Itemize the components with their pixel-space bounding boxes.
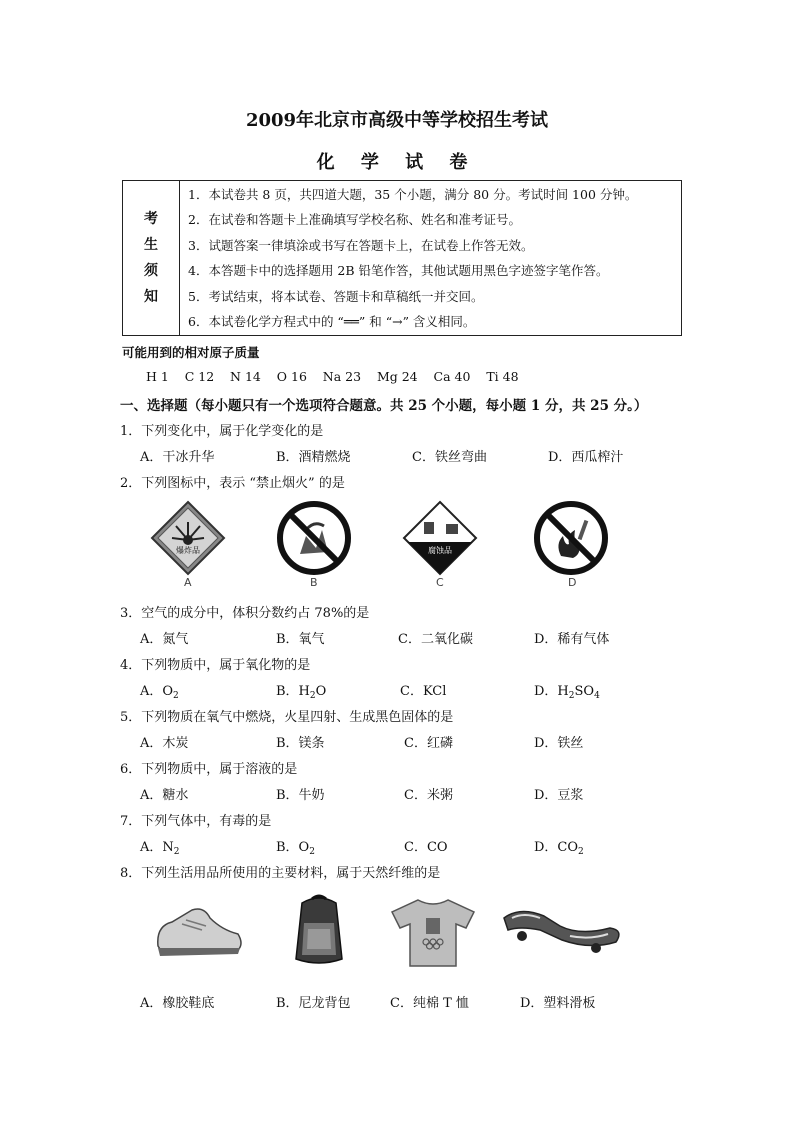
notice-label-char: 考 <box>144 211 158 227</box>
icon-caption: C <box>436 576 444 589</box>
notice-item: 5．考试结束，将本试卷、答题卡和草稿纸一并交回。 <box>188 288 484 304</box>
candidate-notice-table <box>122 180 682 336</box>
question-4-stem: 4．下列物质中，属于氧化物的是 <box>120 658 311 673</box>
section-1-heading: 一、选择题（每小题只有一个选项符合题意。共 25 个小题，每小题 1 分，共 25 分。） <box>120 398 648 414</box>
option-a: A．氮气 <box>140 632 189 647</box>
option-a: A．$N_2$ <box>140 840 180 857</box>
notice-item: 1．本试卷共 8 页，共四道大题，35 个小题，满分 80 分。考试时间 100 分钟。 <box>188 186 638 202</box>
option-d: D．塑料滑板 <box>520 996 596 1011</box>
no-fireworks-sign-icon <box>533 500 609 576</box>
option-d: D．$H_2SO_4$ <box>534 684 600 701</box>
explosive-sign-icon <box>150 500 226 576</box>
option-c: C．米粥 <box>404 788 453 803</box>
option-b: B．$H_2O$ <box>276 684 327 701</box>
question-1-stem: 1．下列变化中，属于化学变化的是 <box>120 424 324 439</box>
option-d: D．稀有气体 <box>534 632 610 647</box>
plastic-skateboard-image <box>500 902 626 958</box>
question-5-stem: 5．下列物质在氧气中燃烧，火星四射、生成黑色固体的是 <box>120 710 454 725</box>
notice-label-char: 须 <box>144 263 158 279</box>
option-d: D．铁丝 <box>534 736 584 751</box>
option-b: B．$O_2$ <box>276 840 315 857</box>
notice-item: 3．试题答案一律填涂或书写在答题卡上，在试卷上作答无效。 <box>188 237 534 253</box>
question-7-stem: 7．下列气体中，有毒的是 <box>120 814 272 829</box>
option-d: D．豆浆 <box>534 788 584 803</box>
atomic-mass-heading: 可能用到的相对原子质量 <box>122 345 260 360</box>
option-c: C．铁丝弯曲 <box>412 450 487 465</box>
option-c: C．二氧化碳 <box>398 632 473 647</box>
question-2-stem: 2．下列图标中，表示 “禁止烟火” 的是 <box>120 476 345 491</box>
option-c: C．CO <box>404 840 448 855</box>
notice-item: 2．在试卷和答题卡上准确填写学校名称、姓名和准考证号。 <box>188 212 521 227</box>
option-c: C．纯棉 T 恤 <box>390 996 469 1011</box>
option-a: A．木炭 <box>140 736 189 751</box>
icon-caption: B <box>310 576 318 589</box>
explosive-sign-label: 爆炸品 <box>176 546 200 555</box>
option-b: B．尼龙背包 <box>276 996 351 1011</box>
option-b: B．氧气 <box>276 632 325 647</box>
icon-caption: A <box>184 576 192 589</box>
question-6-stem: 6．下列物质中，属于溶液的是 <box>120 762 298 777</box>
icon-caption: D <box>568 576 577 589</box>
option-a: A．干冰升华 <box>140 450 215 465</box>
notice-label-char: 生 <box>144 237 158 253</box>
notice-item: 4．本答题卡中的选择题用 2B 铅笔作答，其他试题用黑色字迹签字笔作答。 <box>188 263 609 278</box>
notice-label <box>123 181 180 336</box>
page-title: 2009年北京市高级中等学校招生考试 <box>245 110 549 131</box>
option-b: B．牛奶 <box>276 788 325 803</box>
option-a: A．糖水 <box>140 788 189 803</box>
notice-items <box>180 181 682 336</box>
page-subtitle: 化 学 试 卷 <box>316 152 478 173</box>
atomic-mass-list: H 1 C 12 N 14 O 16 Na 23 Mg 24 Ca 40 Ti 48 <box>146 369 519 384</box>
notice-item: 6．本试卷化学方程式中的 “══” 和 “→” 含义相同。 <box>188 314 476 329</box>
option-d: D．$CO_2$ <box>534 840 584 857</box>
corrosive-sign-label: 腐蚀品 <box>428 546 452 555</box>
option-c: C．红磷 <box>404 736 453 751</box>
option-a: A．$O_2$ <box>140 684 179 701</box>
nylon-backpack-image <box>288 893 350 967</box>
option-b: B．镁条 <box>276 736 325 751</box>
option-d: D．西瓜榨汁 <box>548 450 624 465</box>
question-3-stem: 3．空气的成分中，体积分数约占 78%的是 <box>120 606 370 621</box>
question-8-stem: 8．下列生活用品所使用的主要材料，属于天然纤维的是 <box>120 866 441 881</box>
notice-label-char: 知 <box>144 289 158 305</box>
cotton-tshirt-image <box>390 896 476 968</box>
corrosive-sign-icon <box>402 500 478 576</box>
rubber-shoe-image <box>152 900 244 960</box>
option-a: A．橡胶鞋底 <box>140 996 215 1011</box>
option-b: B．酒精燃烧 <box>276 450 351 465</box>
option-c: C．KCl <box>400 684 447 699</box>
no-fire-extinguish-sign-icon <box>276 500 352 576</box>
